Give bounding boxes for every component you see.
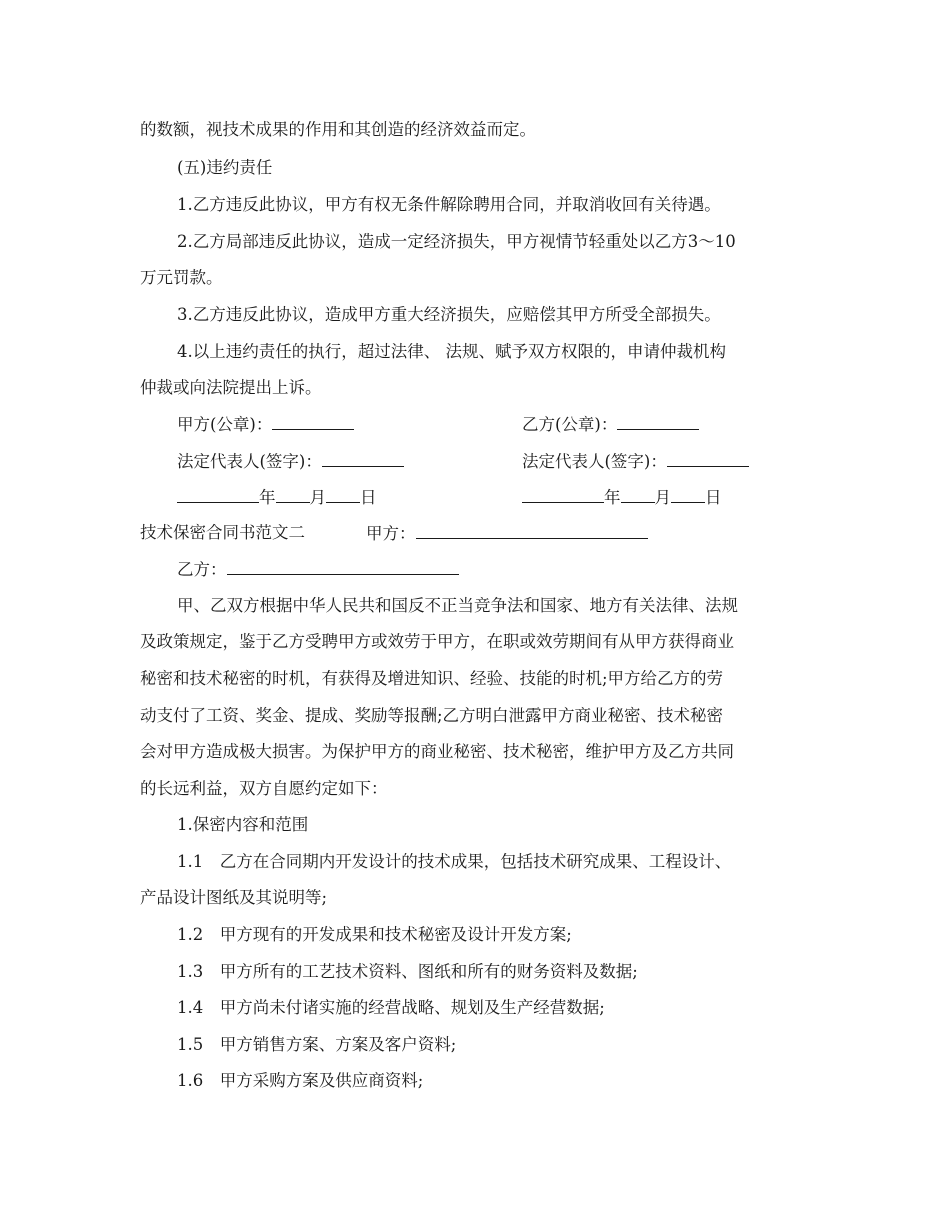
rep-b-line [522, 451, 749, 472]
clause-line: 1.5 甲方销售方案、方案及客户资料; [177, 1035, 457, 1054]
party-b-seal-blank [617, 414, 699, 430]
text-line: 甲、乙双方根据中华人民共和国反不正当竞争法和国家、地方有关法律、法规 [177, 596, 738, 615]
date-b-year: 年 [604, 488, 621, 507]
section-heading: 1.保密内容和范围 [177, 815, 309, 834]
party-a-seal-line [177, 414, 354, 435]
date-a-day: 日 [360, 488, 377, 507]
date-b-line [522, 487, 722, 508]
clause-line: 1.4 甲方尚未付诸实施的经营战略、规划及生产经营数据; [177, 998, 605, 1017]
second-party-a-label: 甲方： [366, 524, 416, 543]
clause-line: 1.1 乙方在合同期内开发设计的技术成果，包括技术研究成果、工程设计、 [177, 852, 732, 871]
date-a-month: 月 [309, 488, 326, 507]
rep-a-line [177, 451, 404, 472]
second-party-a-blank [416, 523, 648, 539]
text-line: 及政策规定，鉴于乙方受聘甲方或效劳于甲方，在职或效劳期间有从甲方获得商业 [140, 632, 734, 651]
rep-b-blank [667, 451, 749, 467]
second-party-a-line [366, 523, 648, 544]
date-a-line [177, 487, 377, 508]
date-a-month-blank [276, 487, 310, 503]
text-line: 4.以上违约责任的执行，超过法律、 法规、赋予双方权限的，申请仲裁机构 [177, 342, 726, 361]
date-a-year-blank [177, 487, 259, 503]
date-b-day-blank [671, 487, 705, 503]
rep-a-blank [322, 451, 404, 467]
party-a-seal-label: 甲方(公章)： [177, 415, 273, 434]
text-line: 会对甲方造成极大损害。为保护甲方的商业秘密、技术秘密，维护甲方及乙方共同 [140, 742, 734, 761]
text-line: 1.乙方违反此协议，甲方有权无条件解除聘用合同，并取消收回有关待遇。 [177, 195, 721, 214]
text-line: 的长远利益，双方自愿约定如下： [140, 779, 388, 798]
party-b-seal-line [522, 414, 699, 435]
rep-b-label: 法定代表人(签字)： [522, 452, 667, 471]
date-b-month: 月 [654, 488, 671, 507]
text-line: 仲裁或向法院提出上诉。 [140, 378, 322, 397]
text-line: 2.乙方局部违反此协议，造成一定经济损失，甲方视情节轻重处以乙方3～10 [177, 232, 736, 251]
text-line: 动支付了工资、奖金、提成、奖励等报酬;乙方明白泄露甲方商业秘密、技术秘密 [140, 706, 724, 725]
party-b-seal-label: 乙方(公章)： [522, 415, 618, 434]
rep-a-label: 法定代表人(签字)： [177, 452, 322, 471]
text-line: 万元罚款。 [140, 268, 223, 287]
second-contract-title: 技术保密合同书范文二 [140, 523, 305, 542]
date-a-year: 年 [259, 488, 276, 507]
clause-line: 1.6 甲方采购方案及供应商资料; [177, 1071, 424, 1090]
text-line: 产品设计图纸及其说明等; [140, 888, 328, 907]
second-party-b-line [177, 559, 459, 580]
text-line: 3.乙方违反此协议，造成甲方重大经济损失，应赔偿其甲方所受全部损失。 [177, 305, 721, 324]
text-line: 秘密和技术秘密的时机，有获得及增进知识、经验、技能的时机;甲方给乙方的劳 [140, 669, 724, 688]
clause-line: 1.2 甲方现有的开发成果和技术秘密及设计开发方案; [177, 925, 572, 944]
clause-line: 1.3 甲方所有的工艺技术资料、图纸和所有的财务资料及数据; [177, 962, 638, 981]
date-a-day-blank [326, 487, 360, 503]
date-b-year-blank [522, 487, 604, 503]
date-b-month-blank [621, 487, 655, 503]
party-a-seal-blank [272, 414, 354, 430]
second-party-b-label: 乙方： [177, 560, 227, 579]
date-b-day: 日 [705, 488, 722, 507]
second-party-b-blank [227, 559, 459, 575]
section-heading: (五)违约责任 [177, 158, 273, 177]
text-line: 的数额，视技术成果的作用和其创造的经济效益而定。 [140, 120, 536, 139]
